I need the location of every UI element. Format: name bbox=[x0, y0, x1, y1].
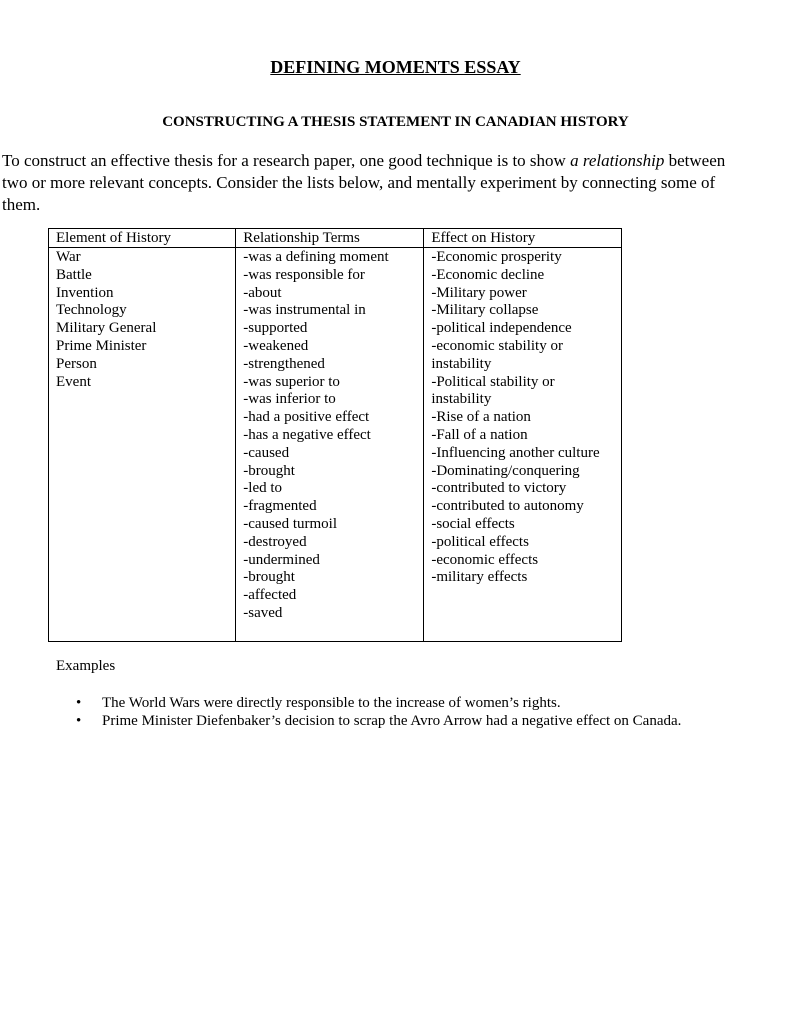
relationship-term: -undermined bbox=[243, 551, 320, 568]
effect-term: -economic stability or instability bbox=[431, 337, 563, 372]
relationship-term: -had a positive effect bbox=[243, 409, 370, 426]
element-term: Technology bbox=[56, 302, 127, 319]
effect-term: -Rise of a nation bbox=[431, 409, 531, 426]
relationship-term: -was inferior to bbox=[243, 391, 336, 408]
effect-term: -Influencing another culture bbox=[431, 444, 600, 461]
header-relationship-terms: Relationship Terms bbox=[236, 229, 424, 248]
list-item bbox=[56, 694, 681, 712]
effect-term: -social effects bbox=[431, 515, 515, 532]
effects-column bbox=[424, 248, 622, 642]
effect-term: -Military power bbox=[431, 284, 527, 301]
list-item bbox=[56, 712, 681, 730]
document-subtitle: CONSTRUCTING A THESIS STATEMENT IN CANADIAN HISTORY bbox=[162, 114, 629, 130]
elements-column bbox=[49, 248, 236, 642]
examples-list bbox=[56, 694, 681, 730]
thesis-terms-table bbox=[48, 228, 622, 642]
element-term: Invention bbox=[56, 284, 114, 301]
effect-term: -Fall of a nation bbox=[431, 426, 528, 443]
effect-term: -political independence bbox=[431, 320, 572, 337]
relationship-term: -about bbox=[243, 284, 282, 301]
table-body-row bbox=[49, 248, 622, 642]
relationship-term: -affected bbox=[243, 587, 297, 604]
relationship-term: -has a negative effect bbox=[243, 426, 371, 443]
element-term: Person bbox=[56, 355, 97, 372]
relationships-column bbox=[236, 248, 424, 642]
relationship-term: -caused bbox=[243, 444, 290, 461]
effect-term: -Economic prosperity bbox=[431, 249, 562, 265]
document-title: DEFINING MOMENTS ESSAY bbox=[270, 57, 521, 77]
relationship-term: -weakened bbox=[243, 337, 309, 354]
intro-text-after: between two or more relevant concepts. Consider the lists below, and mentally experiment by connecting some of them. bbox=[2, 151, 726, 214]
examples-label: Examples bbox=[56, 658, 116, 674]
element-term: Battle bbox=[56, 266, 92, 283]
effect-term: -Political stability or instability bbox=[431, 373, 555, 408]
example-text: Prime Minister Diefenbaker’s decision to scrap the Avro Arrow had a negative effect on Canada. bbox=[102, 713, 682, 729]
element-term: Event bbox=[56, 373, 91, 390]
relationship-term: -caused turmoil bbox=[243, 515, 338, 532]
effect-term: -economic effects bbox=[431, 551, 539, 568]
effect-term: -Economic decline bbox=[431, 266, 545, 283]
intro-paragraph bbox=[2, 150, 742, 216]
effect-term: -Dominating/conquering bbox=[431, 462, 580, 479]
relationship-term: -strengthened bbox=[243, 355, 325, 372]
header-effect-on-history: Effect on History bbox=[424, 229, 622, 248]
example-text: The World Wars were directly responsible to the increase of women’s rights. bbox=[102, 695, 561, 711]
relationship-term: -saved bbox=[243, 604, 283, 621]
relationship-term: -fragmented bbox=[243, 498, 317, 515]
relationship-term: -was responsible for bbox=[243, 266, 365, 283]
effect-term: -political effects bbox=[431, 533, 529, 550]
relationship-term: -brought bbox=[243, 569, 295, 586]
intro-text-before: To construct an effective thesis for a research paper, one good technique is to show bbox=[2, 151, 571, 170]
element-term: Prime Minister bbox=[56, 337, 147, 354]
relationship-term: -was a defining moment bbox=[243, 249, 389, 265]
relationship-term: -led to bbox=[243, 480, 283, 497]
relationship-term: -was superior to bbox=[243, 373, 340, 390]
intro-emphasis: a relationship bbox=[570, 151, 665, 170]
relationship-term: -supported bbox=[243, 320, 308, 337]
effect-term: -military effects bbox=[431, 569, 528, 586]
relationship-term: -destroyed bbox=[243, 533, 307, 550]
effect-term: -contributed to autonomy bbox=[431, 498, 584, 515]
effect-term: -contributed to victory bbox=[431, 480, 567, 497]
relationship-term: -was instrumental in bbox=[243, 302, 366, 319]
relationship-term: -brought bbox=[243, 462, 295, 479]
bullet-icon: • bbox=[76, 695, 82, 711]
element-term: Military General bbox=[56, 320, 157, 337]
header-element-of-history: Element of History bbox=[49, 229, 236, 248]
effect-term: -Military collapse bbox=[431, 302, 539, 319]
table-header-row bbox=[49, 229, 622, 248]
bullet-icon: • bbox=[76, 713, 82, 729]
element-term: War bbox=[56, 249, 81, 265]
